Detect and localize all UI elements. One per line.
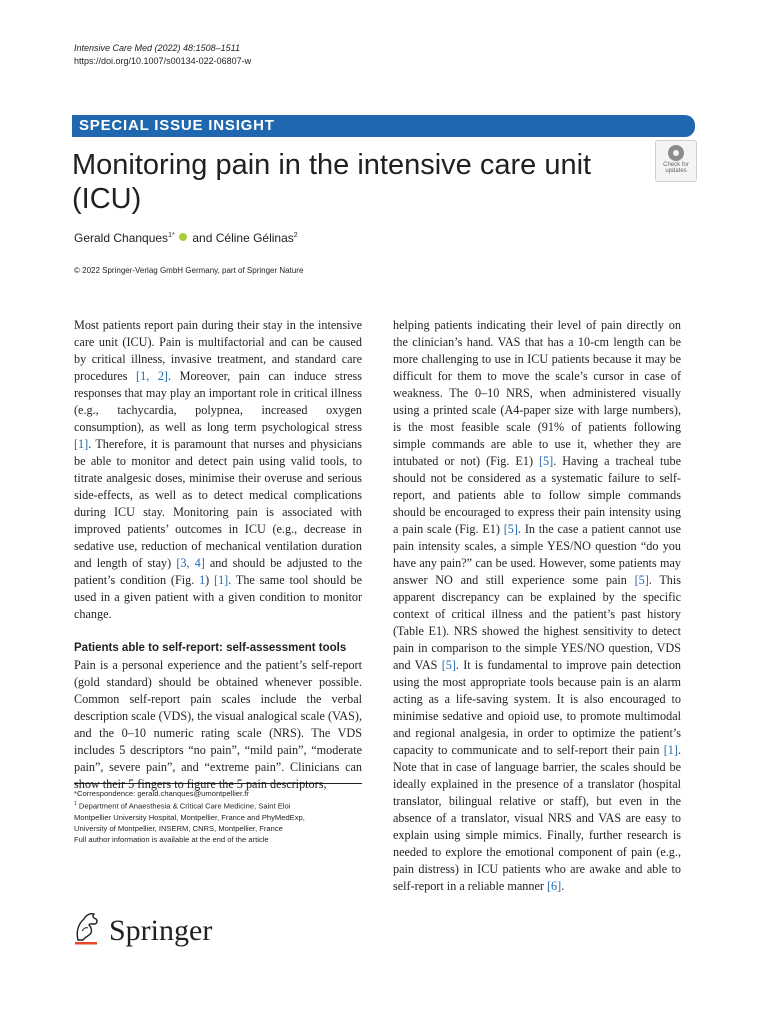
affiliation-line: Montpellier University Hospital, Montpellier, France and PhyMedExp, xyxy=(74,812,305,822)
affiliation-text: Department of Anaesthesia & Critical Care Medicine, Saint Eloi xyxy=(76,801,291,811)
badge-text-line2: updates xyxy=(665,168,687,174)
article-title: Monitoring pain in the intensive care unit (ICU) xyxy=(72,149,592,215)
text-run: . It is fundamental to improve pain detection using the most appropriate tools because pain is an alarm acting as a life-saving system. It is also encouraged to minimise sedative and opioid use, to promote multimodal and regional analgesia, in order to optimize the patient’s capacity to communicate and to self-report their pain xyxy=(393,658,682,757)
text-run: . Moreover, pain can induce stress responses that may play an important role in critical illness (e.g., tachycardia, polypnea, increased oxygen consumption), as well as long term psychological stress xyxy=(74,369,362,434)
publisher-name: Springer xyxy=(109,914,213,947)
right-column xyxy=(393,317,681,895)
body-paragraph: Pain is a personal experience and the patient’s self-report (gold standard) should be obtained whenever possible. Common self-report pain scales include the verbal description scale (VDS), the visual analogical scale (VAS), and the 0–10 numeric rating scale (NRS). The VDS includes 5 descriptors “no pain”, “mild pain”, “moderate pain”, severe pain”, and “extreme pain”. Clinicians can show their 5 fingers to figure the 5 pain descriptors, xyxy=(74,658,362,791)
text-run: . The same tool should be used in a given patient with a given condition to monitor change. xyxy=(74,573,362,621)
orcid-icon[interactable] xyxy=(179,233,187,241)
affiliation-line xyxy=(74,799,362,812)
badge-text-line1: Check for xyxy=(663,162,689,168)
left-column xyxy=(74,317,362,793)
text-run: helping patients indicating their level of pain directly on the clinician’s hand. VAS that has a 10-cm length can be more challenging to use in ICU patients because it may be difficult for them to move the scale’s cursor in case of weakness. The 0–10 NRS, when administered visually using a printed scale (A4-paper size with large numbers), is the most feasible scale (91% of patients following simple commands are able to use it, whether they are intubated or not) (Fig. E1) xyxy=(393,318,681,468)
text-run: . This apparent discrepancy can be explained by the specific context of critical illness and the patient’s past history (Table E1). NRS showed the highest sensitivity to detect pain in comparison to the simple YES/NO question, VDS and VAS xyxy=(393,573,681,672)
author-affiliation-sup: 1* xyxy=(168,232,175,239)
citation-link[interactable]: [3, 4] xyxy=(176,556,205,570)
citation-link[interactable]: [1] xyxy=(663,743,678,757)
author-list xyxy=(74,231,298,245)
full-author-info: Full author information is available at the end of the article xyxy=(74,834,269,844)
affiliation-line: University of Montpellier, INSERM, CNRS, Montpellier, France xyxy=(74,823,283,833)
citation-link[interactable]: [1] xyxy=(214,573,229,587)
citation-link[interactable]: [6] xyxy=(546,879,562,893)
text-run: . Therefore, it is paramount that nurses and physicians be able to monitor and detect pain using valid tools, to titrate analgesic doses, minimise their overuse and serious side-effects, as well as to detect medical complications during ICU stay. Monitoring pain is associated with improved patients’ outcomes in ICU (e.g., decrease in sedative use, reduction of mechanical ventilation duration and length of stay) xyxy=(74,437,362,570)
text-run: . Having a tracheal tube should not be considered as a systematic failure to self-report, and patients able to follow simple commands should be encouraged to express their pain intensity using a pain scale (Fig. E1) xyxy=(393,454,681,536)
text-run: . Note that in case of language barrier, the scales should be ideally explained in the presence of a translator (hospital translator, bilingual relative or staff), but even in the absence of a translator, visual NRS and VAS are easy to explain using simple mimics. Finally, further research is needed to explore the emotional component of pain (e.g., pain distress) in ICU patients who are awake and able to self-report in a reliable manner xyxy=(393,743,681,893)
correspondence-line[interactable]: *Correspondence: gerald.chanques@umontpellier.fr xyxy=(74,789,249,798)
citation-link[interactable]: [5] xyxy=(503,522,518,536)
section-banner xyxy=(72,115,695,137)
citation-link[interactable]: [5] xyxy=(634,573,649,587)
body-paragraph xyxy=(393,317,681,895)
springer-horse-icon xyxy=(72,910,102,946)
citation-link[interactable]: [1, 2] xyxy=(136,369,168,383)
text-run: and should be adjusted to the patient’s condition (Fig. xyxy=(74,556,363,587)
banner-label: SPECIAL ISSUE INSIGHT xyxy=(79,117,275,134)
author-connector[interactable]: and Céline Gélinas xyxy=(192,231,294,245)
text-run: Most patients report pain during their stay in the intensive care unit (ICU). Pain is multifactorial and can be caused by critical illness, invasive treatment, and standard care procedures xyxy=(74,318,362,383)
journal-meta xyxy=(74,42,251,68)
affiliation-sup: 1 xyxy=(74,801,77,807)
citation-link[interactable]: [1] xyxy=(74,437,89,451)
journal-citation: Intensive Care Med (2022) 48:1508–1511 xyxy=(74,43,240,53)
text-run: . In the case a patient cannot use pain intensity scales, a simple YES/NO question “do you have any pain?” can be used. However, some patients may answer NO and still experience some pain xyxy=(393,522,681,587)
footnotes xyxy=(74,783,362,845)
check-updates-icon xyxy=(668,145,684,161)
figure-link[interactable]: 1 xyxy=(199,573,206,587)
section-heading: Patients able to self-report: self-assessment tools xyxy=(74,642,347,654)
text-run: . xyxy=(561,879,565,893)
text-run: ) xyxy=(205,573,215,587)
author-name[interactable]: Gerald Chanques xyxy=(74,231,169,245)
copyright-notice: © 2022 Springer-Verlag GmbH Germany, part of Springer Nature xyxy=(74,266,304,275)
citation-link[interactable]: [5] xyxy=(441,658,456,672)
author-affiliation-sup: 2 xyxy=(293,232,298,239)
intro-paragraph xyxy=(74,317,362,623)
citation-link[interactable]: [5] xyxy=(538,454,554,468)
doi-link[interactable]: https://doi.org/10.1007/s00134-022-06807-w xyxy=(74,56,252,66)
check-for-updates-badge[interactable] xyxy=(655,140,697,182)
